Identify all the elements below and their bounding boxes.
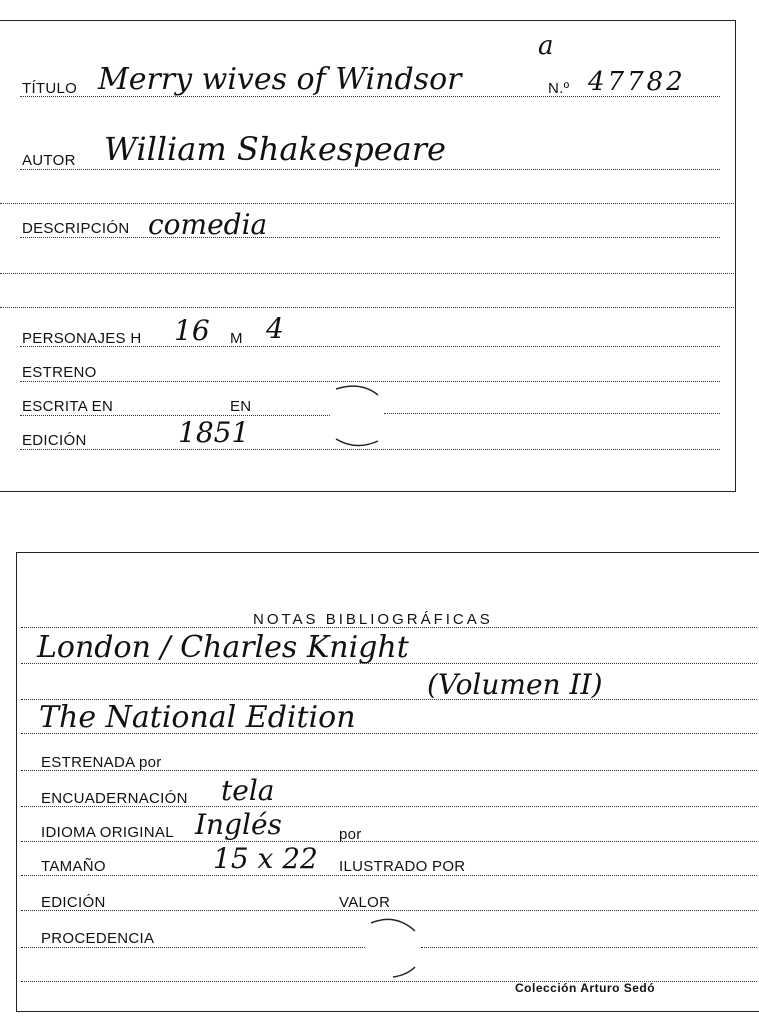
coleccion-label: Colección Arturo Sedó (515, 981, 656, 995)
estreno-label: ESTRENO (22, 364, 97, 381)
rule-notas-2 (21, 699, 757, 700)
rule-descripcion (20, 237, 720, 238)
procedencia-label: PROCEDENCIA (41, 930, 155, 947)
escrita-en-label: ESCRITA EN (22, 398, 114, 415)
punch-hole-mark-bottom (363, 915, 423, 985)
corner-mark: a (538, 31, 554, 61)
rule-notas-3 (21, 733, 757, 734)
edicion-label: EDICIÓN (22, 432, 87, 449)
titulo-label: TÍTULO (22, 80, 78, 97)
rule-procedencia-left (21, 947, 365, 948)
personajes-h-value: 16 (174, 314, 210, 347)
rule-edicion-b (21, 910, 757, 911)
rule-escrita-right (384, 413, 720, 414)
edicion-b-label: EDICIÓN (41, 894, 106, 911)
personajes-h-label: PERSONAJES H (22, 330, 142, 347)
tamano-value: 15 x 22 (213, 842, 318, 875)
rule-titulo (20, 96, 720, 97)
encuadernacion-label: ENCUADERNACIÓN (41, 790, 188, 807)
por-label: por (339, 826, 362, 843)
autor-value: William Shakespeare (104, 130, 446, 168)
rule-notas-1 (21, 663, 757, 664)
ilustrado-label: ILUSTRADO POR (339, 858, 466, 875)
rule-encuadernacion (21, 806, 757, 807)
notas-heading: NOTAS BIBLIOGRÁFICAS (253, 611, 493, 628)
rule-personajes (20, 346, 720, 347)
personajes-m-label: M (230, 330, 243, 347)
notas-volumen: (Volumen II) (427, 668, 603, 701)
en-label: EN (230, 398, 252, 415)
notas-line2: The National Edition (39, 700, 356, 735)
encuadernacion-value: tela (221, 774, 275, 807)
rule-estrenada (21, 770, 757, 771)
descripcion-value: comedia (148, 208, 268, 241)
numero-value: 47782 (588, 67, 686, 97)
rule-autor (20, 169, 720, 170)
rule-extra-3 (0, 307, 736, 308)
rule-escrita-left (20, 415, 330, 416)
rule-notas (21, 627, 757, 628)
personajes-m-value: 4 (266, 312, 284, 345)
descripcion-label: DESCRIPCIÓN (22, 220, 130, 237)
estrenada-label: ESTRENADA por (41, 754, 162, 771)
catalog-card-bottom (16, 552, 759, 1012)
edicion-value: 1851 (178, 416, 250, 449)
catalog-card-top (0, 20, 736, 492)
valor-label: VALOR (339, 894, 391, 911)
rule-extra-1 (0, 203, 736, 204)
notas-line1: London / Charles Knight (37, 630, 409, 665)
autor-label: AUTOR (22, 152, 76, 169)
rule-extra-2 (0, 273, 736, 274)
rule-idioma (21, 841, 757, 842)
numero-label: N.º (548, 80, 570, 97)
rule-procedencia-right (421, 947, 757, 948)
idioma-value: Inglés (195, 808, 282, 841)
tamano-label: TAMAÑO (41, 858, 106, 875)
idioma-label: IDIOMA ORIGINAL (41, 824, 174, 841)
titulo-value: Merry wives of Windsor (98, 62, 462, 97)
punch-hole-mark (326, 381, 386, 451)
rule-tamano (21, 875, 757, 876)
